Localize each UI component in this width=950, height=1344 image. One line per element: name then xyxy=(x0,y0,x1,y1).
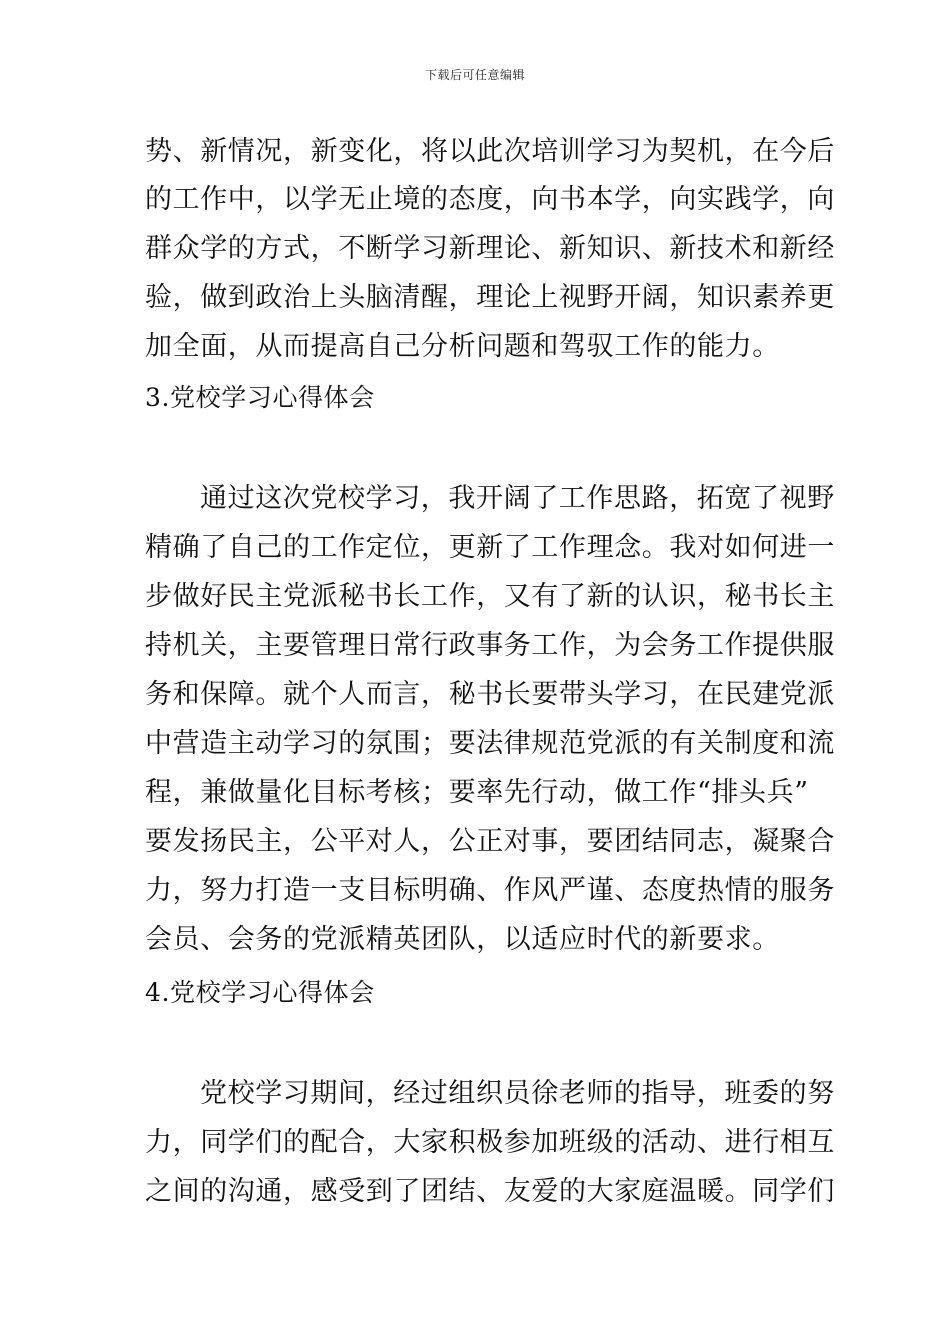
paragraph-line: 会员、会务的党派精英团队，以适应时代的新要求。 xyxy=(145,924,780,955)
paragraph-line: 之间的沟通，感受到了团结、友爱的大家庭温暖。同学们 xyxy=(145,1176,835,1207)
paragraph-line: 力，努力打造一支目标明确、作风严谨、态度热情的服务 xyxy=(145,875,835,906)
paragraph-line: 精确了自己的工作定位，更新了工作理念。我对如何进一 xyxy=(145,532,835,563)
paragraph-line: 势、新情况，新变化，将以此次培训学习为契机，在今后 xyxy=(145,136,835,167)
paragraph-line: 务和保障。就个人而言，秘书长要带头学习，在民建党派 xyxy=(145,679,835,710)
paragraph-line: 力，同学们的配合，大家积极参加班级的活动、进行相互 xyxy=(145,1127,835,1158)
paragraph-line: 步做好民主党派秘书长工作，又有了新的认识，秘书长主 xyxy=(145,581,835,612)
paragraph-line: 中营造主动学习的氛围；要法律规范党派的有关制度和流 xyxy=(145,728,835,759)
paragraph-line: 持机关，主要管理日常行政事务工作，为会务工作提供服 xyxy=(145,630,835,661)
paragraph-line: 群众学的方式，不断学习新理论、新知识、新技术和新经 xyxy=(145,233,835,264)
paragraph-line: 通过这次党校学习，我开阔了工作思路，拓宽了视野 xyxy=(200,483,835,514)
section-heading: 3.党校学习心得体会 xyxy=(145,383,375,412)
paragraph-line: 党校学习期间，经过组织员徐老师的指导，班委的努 xyxy=(200,1078,835,1109)
section-heading: 4.党校学习心得体会 xyxy=(145,978,375,1007)
paragraph-line: 验，做到政治上头脑清醒，理论上视野开阔，知识素养更 xyxy=(145,282,835,313)
paragraph-line: 的工作中，以学无止境的态度，向书本学，向实践学，向 xyxy=(145,184,835,215)
header-note: 下载后可任意编辑 xyxy=(424,68,525,82)
paragraph-line: 程，兼做量化目标考核；要率先行动，做工作“排头兵” xyxy=(145,777,809,808)
paragraph-line: 加全面，从而提高自己分析问题和驾驭工作的能力。 xyxy=(145,331,780,362)
paragraph-line: 要发扬民主，公平对人，公正对事，要团结同志，凝聚合 xyxy=(145,826,835,857)
